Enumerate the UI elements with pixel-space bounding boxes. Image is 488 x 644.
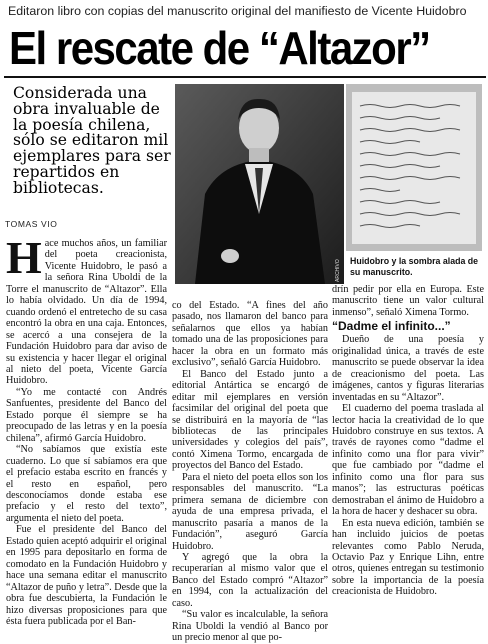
portrait-illustration bbox=[175, 84, 344, 284]
paragraph: “No sabíamos que existía este cuaderno. Lo que sí sabíamos era que el prefacio estaba escrito en francés y el resto en español, pero desconocíamos donde estaba ese prefacio y el resto del texto”, argumenta el nieto del poeta. bbox=[6, 444, 167, 524]
subheading: “Dadme el infinito...” bbox=[332, 319, 451, 334]
paragraph: El Banco del Estado junto a editorial Antártica se encargó de editar mil ejemplares en versión facsimilar del original del poeta que se distribuirá en la mayoría de “las bibliotecas de las principales universidades y colegios del país”, contó Ximena Tormo, encargada de proyectos del Banco del Estado. bbox=[172, 368, 328, 472]
byline: TOMAS VIO bbox=[5, 219, 58, 229]
photo-caption: Huidobro y la sombra alada de su manuscrito. bbox=[350, 256, 479, 277]
deck: Considerada una obra invaluable de la poesía chilena, sólo se editaron mil ejemplares para ser repartidos en bibliotecas. bbox=[13, 84, 171, 197]
paragraph: Para el nieto del poeta ellos son los responsables del manuscrito. “La primera semana de diciembre con ayuda de una empresa privada, el manuscrito pasaría a manos de la Fundación”, aseguró García Huidobro. bbox=[172, 471, 328, 552]
paragraph: co del Estado. “A fines del año pasado, nos llamaron del banco para señalarnos que ellos ya habían tomado una de las proposiciones para hacer la obra en un formato más exclusivo”, señaló García Huidobro. bbox=[172, 300, 328, 369]
manuscript-illustration bbox=[346, 84, 482, 251]
paragraph: Dueño de una poesía y originalidad única, a través de este manuscrito se puede observar la idea de creacionismo del poeta. Las imágenes, cantos y figuras literarias inventadas en su “Altazor”. bbox=[332, 334, 484, 403]
paragraph: ace muchos años, un familiar del poeta creacionista, Vicente Huidobro, le pasó a la señora Rina Uboldi de la Torre el manuscrito de “Altazor”. Ella lo había olvidado. Un día de 1994, cuando ordenó el entretecho de su casa encontró la obra en una caja. Entonces, se acercó a una consejera de la Fundación Huidobro para dar aviso de su existencia y hacer llegar el original al nieto del poeta, Vicente García Huidobro. bbox=[6, 238, 167, 387]
headline-rule bbox=[4, 76, 486, 78]
manuscript-photo bbox=[346, 84, 482, 251]
headline: El rescate de “Altazor” bbox=[9, 22, 430, 74]
drop-cap: H bbox=[6, 232, 42, 283]
portrait-photo bbox=[175, 84, 344, 284]
paragraph: En esta nueva edición, también se han incluido juicios de poetas relevantes como Pablo Neruda, Octavio Paz y Enrique Lihn, entre otros, quienes entregan su testimonio sobre la importancia de la poesía creacionista de Huidobro. bbox=[332, 517, 484, 598]
paragraph: Fue el presidente del Banco del Estado quien aceptó adquirir el original en 1995 para depositarlo en forma de comodato en la Fundación Huidobro y hace una semana editar el manuscrito “Altazor de puño y letra”. Desde que la obra fue descubierta, la Fundación le hizo diversas proposiciones para que ésta fuera publicada por el Ban- bbox=[6, 524, 167, 627]
photo-credit: ARCHIVO bbox=[335, 259, 341, 282]
kicker: Editaron libro con copias del manuscrito original del manifiesto de Vicente Huidobro bbox=[8, 4, 467, 18]
article-column-2 bbox=[172, 300, 328, 644]
article-column-1 bbox=[6, 232, 167, 627]
paragraph: drín pedir por ella en Europa. Este manuscrito tiene un valor cultural inmenso”, señaló Ximena Tormo. bbox=[332, 284, 484, 318]
paragraph: Y agregó que la obra la recuperarían al mismo valor que el Banco del Estado compró “Altazor” en 1994, con la actualización del caso. bbox=[172, 551, 328, 609]
paragraph: “Yo me contacté con Andrés Sanfuentes, presidente del Banco del Estado porque él siempre se ha preocupado de las letras y en la poesía chilena”, afirmó García Huidobro. bbox=[6, 386, 167, 444]
article-column-3 bbox=[332, 284, 484, 600]
paragraph: El cuaderno del poema traslada al lector hacia la creatividad de lo que Huidobro construye en sus textos. A través de rayones como “dadme el infinito como una flor para vivir” que fue cambiado por “dadme el infinito como una flor para sus manos”; las estructuras poéticas demostraban el ánimo de Huidobro a la hora de hacer y deshacer su obra. bbox=[332, 403, 484, 518]
paragraph: “Su valor es incalculable, la señora Rina Uboldi la vendió al Banco por un precio menor al que po- bbox=[172, 609, 328, 644]
